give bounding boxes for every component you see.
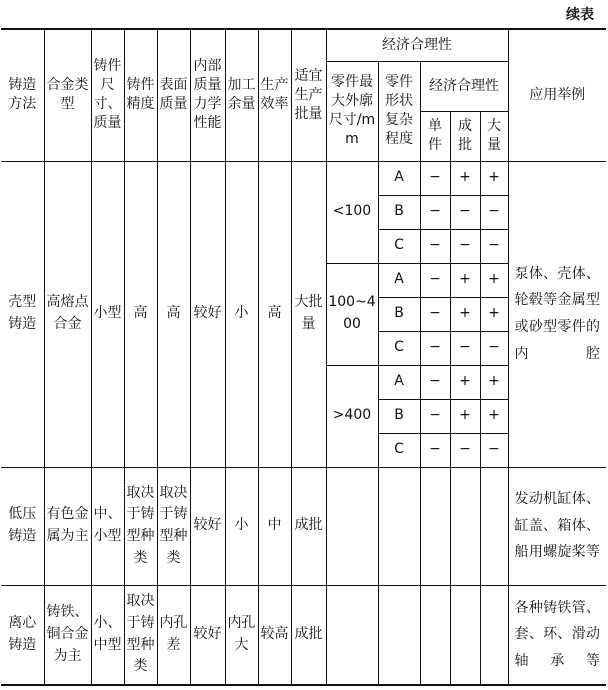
row-internal: 较好 xyxy=(190,467,225,585)
mass-cell: − xyxy=(480,331,508,365)
mass-cell: − xyxy=(480,195,508,229)
single-cell: − xyxy=(420,161,450,195)
header-internal: 内部质量力学性能 xyxy=(190,29,225,161)
single-cell: − xyxy=(420,433,450,467)
row-alloy: 高熔点合金 xyxy=(44,161,91,467)
empty-cell xyxy=(326,467,378,585)
header-method: 铸造方法 xyxy=(1,29,44,161)
mass-cell: + xyxy=(480,161,508,195)
row-allowance: 内孔大 xyxy=(225,585,258,685)
header-alloy: 合金类型 xyxy=(44,29,91,161)
row-application: 发动机缸体、缸盖、箱体、船用螺旋桨等 xyxy=(508,467,606,585)
empty-cell xyxy=(378,467,420,585)
empty-cell xyxy=(420,585,450,685)
row-efficiency: 中 xyxy=(258,467,291,585)
header-single: 单件 xyxy=(420,111,450,161)
single-cell: − xyxy=(420,195,450,229)
grade-cell: C xyxy=(378,433,420,467)
row-precision: 取决于铸型种类 xyxy=(124,585,157,685)
batch-cell: + xyxy=(450,297,480,331)
row-size: 小型 xyxy=(91,161,124,467)
empty-cell xyxy=(378,585,420,685)
row-batch: 大批量 xyxy=(291,161,326,467)
row-batch: 成批 xyxy=(291,467,326,585)
size-group: 100~400 xyxy=(326,263,378,365)
row-size: 小、中型 xyxy=(91,585,124,685)
grade-cell: B xyxy=(378,297,420,331)
row-method: 壳型铸造 xyxy=(1,161,44,467)
single-cell: − xyxy=(420,297,450,331)
header-max-size: 零件最大外廓尺寸/mm xyxy=(326,61,378,161)
row-method: 低压铸造 xyxy=(1,467,44,585)
mass-cell: − xyxy=(480,433,508,467)
size-group: <100 xyxy=(326,161,378,263)
mass-cell: − xyxy=(480,229,508,263)
header-size: 铸件尺寸、质量 xyxy=(91,29,124,161)
mass-cell: + xyxy=(480,263,508,297)
row-application: 泵体、壳体、轮毂等金属型或砂型零件的内腔 xyxy=(508,161,606,467)
mass-cell: + xyxy=(480,399,508,433)
header-complexity: 零件形状复杂程度 xyxy=(378,61,420,161)
row-precision: 取决于铸型种类 xyxy=(124,467,157,585)
empty-cell xyxy=(480,467,508,585)
single-cell: − xyxy=(420,399,450,433)
empty-cell xyxy=(420,467,450,585)
batch-cell: − xyxy=(450,195,480,229)
header-mass: 大量 xyxy=(480,111,508,161)
row-application: 各种铸铁管、套、环、滑动轴承等 xyxy=(508,585,606,685)
batch-cell: − xyxy=(450,331,480,365)
batch-cell: + xyxy=(450,161,480,195)
row-internal: 较好 xyxy=(190,585,225,685)
single-cell: − xyxy=(420,263,450,297)
batch-cell: − xyxy=(450,433,480,467)
empty-cell xyxy=(450,585,480,685)
single-cell: − xyxy=(420,229,450,263)
batch-cell: − xyxy=(450,229,480,263)
row-alloy: 铸铁、铜合金为主 xyxy=(44,585,91,685)
grade-cell: C xyxy=(378,229,420,263)
single-cell: − xyxy=(420,331,450,365)
batch-cell: + xyxy=(450,365,480,399)
row-batch: 成批 xyxy=(291,585,326,685)
row-efficiency: 高 xyxy=(258,161,291,467)
row-size: 中、小型 xyxy=(91,467,124,585)
row-internal: 较好 xyxy=(190,161,225,467)
mass-cell: + xyxy=(480,365,508,399)
header-economy: 经济合理性 xyxy=(326,29,508,61)
size-group: >400 xyxy=(326,365,378,467)
row-method: 离心铸造 xyxy=(1,585,44,685)
row-allowance: 小 xyxy=(225,161,258,467)
empty-cell xyxy=(326,585,378,685)
empty-cell xyxy=(480,585,508,685)
grade-cell: A xyxy=(378,365,420,399)
header-surface: 表面质量 xyxy=(157,29,190,161)
row-alloy: 有色金属为主 xyxy=(44,467,91,585)
single-cell: − xyxy=(420,365,450,399)
header-allowance: 加工余量 xyxy=(225,29,258,161)
header-application: 应用举例 xyxy=(508,29,606,161)
header-batch: 适宜生产批量 xyxy=(291,29,326,161)
row-surface: 内孔差 xyxy=(157,585,190,685)
header-batch-small: 成批 xyxy=(450,111,480,161)
row-surface: 高 xyxy=(157,161,190,467)
casting-methods-table xyxy=(1,28,606,686)
header-precision: 铸件精度 xyxy=(124,29,157,161)
row-precision: 高 xyxy=(124,161,157,467)
empty-cell xyxy=(450,467,480,585)
batch-cell: + xyxy=(450,263,480,297)
grade-cell: A xyxy=(378,161,420,195)
grade-cell: B xyxy=(378,399,420,433)
row-efficiency: 较高 xyxy=(258,585,291,685)
header-efficiency: 生产效率 xyxy=(258,29,291,161)
grade-cell: C xyxy=(378,331,420,365)
row-surface: 取决于铸型种类 xyxy=(157,467,190,585)
continued-label: 续表 xyxy=(566,7,594,23)
row-allowance: 小 xyxy=(225,467,258,585)
grade-cell: B xyxy=(378,195,420,229)
mass-cell: + xyxy=(480,297,508,331)
header-economy-sub: 经济合理性 xyxy=(420,61,508,111)
batch-cell: + xyxy=(450,399,480,433)
grade-cell: A xyxy=(378,263,420,297)
